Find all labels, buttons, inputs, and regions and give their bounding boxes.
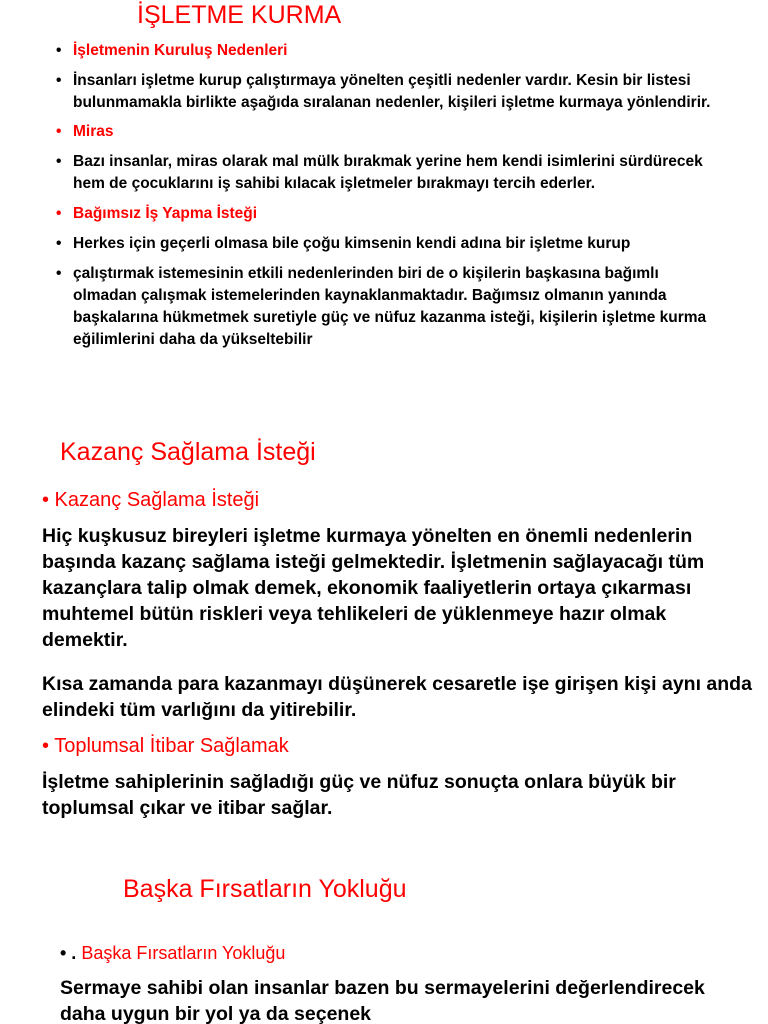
bullet-icon: • . — [60, 943, 77, 963]
list-item — [56, 233, 726, 255]
list-item — [56, 70, 726, 114]
paragraph-kazanc: Hiç kuşkusuz bireyleri işletme kurmaya yönelten en önemli nedenlerin başında kazanç sağlama isteği gelmektedir. İşletmenin sağlayacağı tüm kazançlara talip olmak demek, ekonomik faaliyetlerin ortaya çıkarması muhtemel bütün riskleri veya tehlikeleri de yüklenmeye hazır olmak demektir. — [42, 525, 705, 651]
list-item — [56, 263, 726, 351]
list-item-text: Herkes için geçerli olmasa bile çoğu kimsenin kendi adına bir işletme kurup — [73, 235, 631, 252]
list-item-text: İşletmenin Kuruluş Nedenleri — [73, 42, 288, 59]
subheading-firsat — [60, 940, 285, 966]
section-heading-firsat: Başka Fırsatların Yokluğu — [123, 875, 407, 903]
list-item-text: çalıştırmak istemesinin etkili nedenlerinden biri de o kişilerin başkasına bağımlı olmadan çalışmak istemelerinden kaynaklanmaktadır. Bağımsız olmanın yanında başkalarına hükmetmek suretiyle güç ve nüfuz kazanma isteği, kişilerin işletme kurma eğilimlerini daha da yükseltebilir — [73, 265, 707, 348]
bullet-icon: • — [56, 42, 62, 59]
paragraph-itibar: İşletme sahiplerinin sağladığı güç ve nüfuz sonuçta onlara büyük bir toplumsal çıkar ve itibar sağlar. — [42, 771, 676, 819]
section-heading-kazanc: Kazanç Sağlama İsteği — [60, 438, 316, 466]
list-item-text: Bazı insanlar, miras olarak mal mülk bırakmak yerine hem kendi isimlerini sürdürecek hem de çocuklarını iş sahibi kılacak işletmeler bırakmayı tercih ederler. — [73, 153, 703, 192]
list-item — [56, 151, 726, 195]
list-item — [56, 203, 726, 225]
paragraph-risk: Kısa zamanda para kazanmayı düşünerek cesaretle işe girişen kişi aynı anda elindeki tüm varlığını da yitirebilir. — [42, 673, 752, 721]
bullet-icon: • — [56, 205, 62, 222]
subheading-firsat-label: Başka Fırsatların Yokluğu — [81, 943, 286, 963]
bullet-icon: • — [56, 235, 62, 252]
list-item-text: İnsanları işletme kurup çalıştırmaya yönelten çeşitli nedenler vardır. Kesin bir listesi bulunmamakla birlikte aşağıda sıralanan nedenler, kişileri işletme kurmaya yönlendirir. — [73, 72, 711, 111]
list-item-text: Miras — [73, 123, 114, 140]
page-title: İŞLETME KURMA — [137, 1, 342, 29]
subheading-itibar: • Toplumsal İtibar Sağlamak — [42, 735, 289, 757]
bullet-icon: • — [56, 153, 62, 170]
subheading-kazanc: • Kazanç Sağlama İsteği — [42, 489, 260, 511]
bullet-icon: • — [56, 265, 62, 282]
list-item — [56, 121, 726, 143]
bullet-icon: • — [56, 123, 62, 140]
list-item-text: Bağımsız İş Yapma İsteği — [73, 205, 258, 222]
section1-list — [56, 40, 726, 351]
paragraph-firsat: Sermaye sahibi olan insanlar bazen bu sermayelerini değerlendirecek daha uygun bir yol ya da seçenek — [60, 977, 705, 1024]
list-item — [56, 40, 726, 62]
bullet-icon: • — [56, 72, 62, 89]
